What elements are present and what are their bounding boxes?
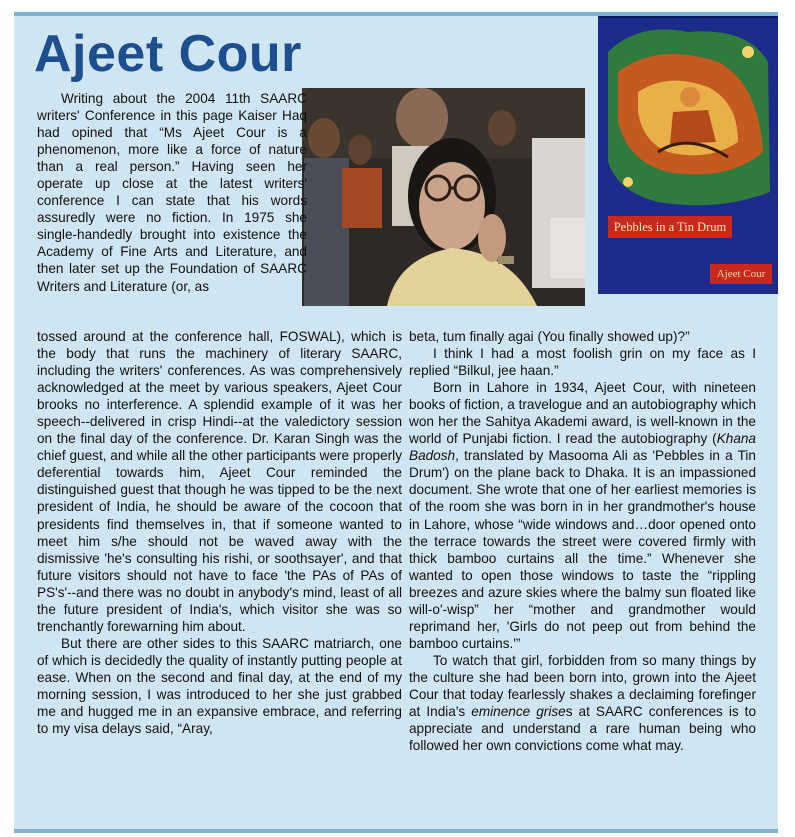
right-paragraph-3 [409, 379, 756, 652]
right-paragraph-4 [409, 652, 756, 754]
book-title-italic: Khana Badosh [409, 431, 756, 464]
right-paragraph-4-text-a: To watch that girl, forbidden from so many things by the culture she had been born into, grown into the Ajeet Cour that today fearlessly shakes a declaiming forefinger at India's [409, 652, 756, 720]
right-paragraph-4-text-b: s at SAARC conferences is to appreciate and understand a rare human being who followed her own convictions come what may. [409, 704, 757, 754]
book-cover-author: Ajeet Cour [710, 264, 772, 284]
book-cover-title: Pebbles in a Tin Drum [608, 216, 732, 238]
article-title: Ajeet Cour [34, 25, 302, 83]
right-paragraph-3-text-b: , translated by Masooma Ali as 'Pebbles in a Tin Drum') on the plane back to Dhaka. It is an impassioned document. She wrote that one of her earliest memories is of the room she was born in in her grandmother's house in Lahore, whose “wide windows and…door opened onto the terrace towards the street were covered firmly with thick bamboo curtains all the time.” Whenever she wanted to open those windows to taste the “rippling breezes and azure skies where the balmy sun floated like will-o'-wisp” her “mother and grandmother would reprimand her, 'Girls do not peep out from behind the bamboo curtains.'” [409, 448, 756, 651]
author-photo-image [302, 88, 585, 306]
book-cover [598, 12, 778, 294]
intro-paragraph: Writing about the 2004 11th SAARC writers' Conference in this page Kaiser Haq had opined that “Ms Ajeet Cour is a phenomenon, more like a force of nature than a real person.” Having seen her operate up close at the latest writers' conference I can state that his words assuredly were no fiction. In 1975 she single-handedly brought into existence the Academy of Fine Arts and Literature, and then later set up the Foundation of SAARC Writers and Literature (or, as [37, 91, 307, 294]
author-photo [302, 88, 585, 306]
article-page [14, 12, 778, 833]
right-paragraph-1: beta, tum finally agai (You finally showed up)?” [409, 329, 690, 344]
eminence-italic: eminence grise [471, 704, 566, 720]
right-paragraph-2: I think I had a most foolish grin on my face as I replied “Bilkul, jee haan.” [409, 346, 756, 379]
right-column [409, 328, 756, 754]
left-paragraph-2: But there are other sides to this SAARC matriarch, one of which is decidedly the quality of instantly putting people at ease. When on the second and final day, at the end of my morning session, I was introduced to her she just grabbed me and hugged me in an expansive embrace, and referring to my visa delays said, “Aray, [37, 635, 402, 737]
right-paragraph-3-text-a: Born in Lahore in 1934, Ajeet Cour, with nineteen books of fiction, a travelogue and an autobiography which won her the Sahitya Akademi award, is well-known in the world of Punjabi fiction. I read the autobiography ( [409, 380, 756, 447]
intro-column [37, 90, 307, 295]
book-cover-art [598, 12, 778, 294]
left-column [37, 328, 402, 737]
left-paragraph-1: tossed around at the conference hall, FOSWAL), which is the body that runs the machinery of literary SAARC, including the writers' conferences. As was comprehensively acknowledged at the meet by various speakers, Ajeet Cour brooks no interference. A splendid example of it was her speech--delivered in crisp Hindi--at the valedictory session on the final day of the conference. Dr. Karan Singh was the chief guest, and while all the other participants were properly deferential towards him, Ajeet Cour reminded the distinguished guest that though he was tipped to be the next president of India, he should be aware of the cocoon that presidents find themselves in, that if someone wanted to meet him s/he should not be waved away with the dismissive 'he's consulting his rishi, or soothsayer', and that future visitors should not have to face 'the PAs of PAs of PS's'--and there was no doubt in anybody's mind, least of all the future president of India's, which visitor she was so trenchantly forewarning him about. [37, 329, 402, 634]
